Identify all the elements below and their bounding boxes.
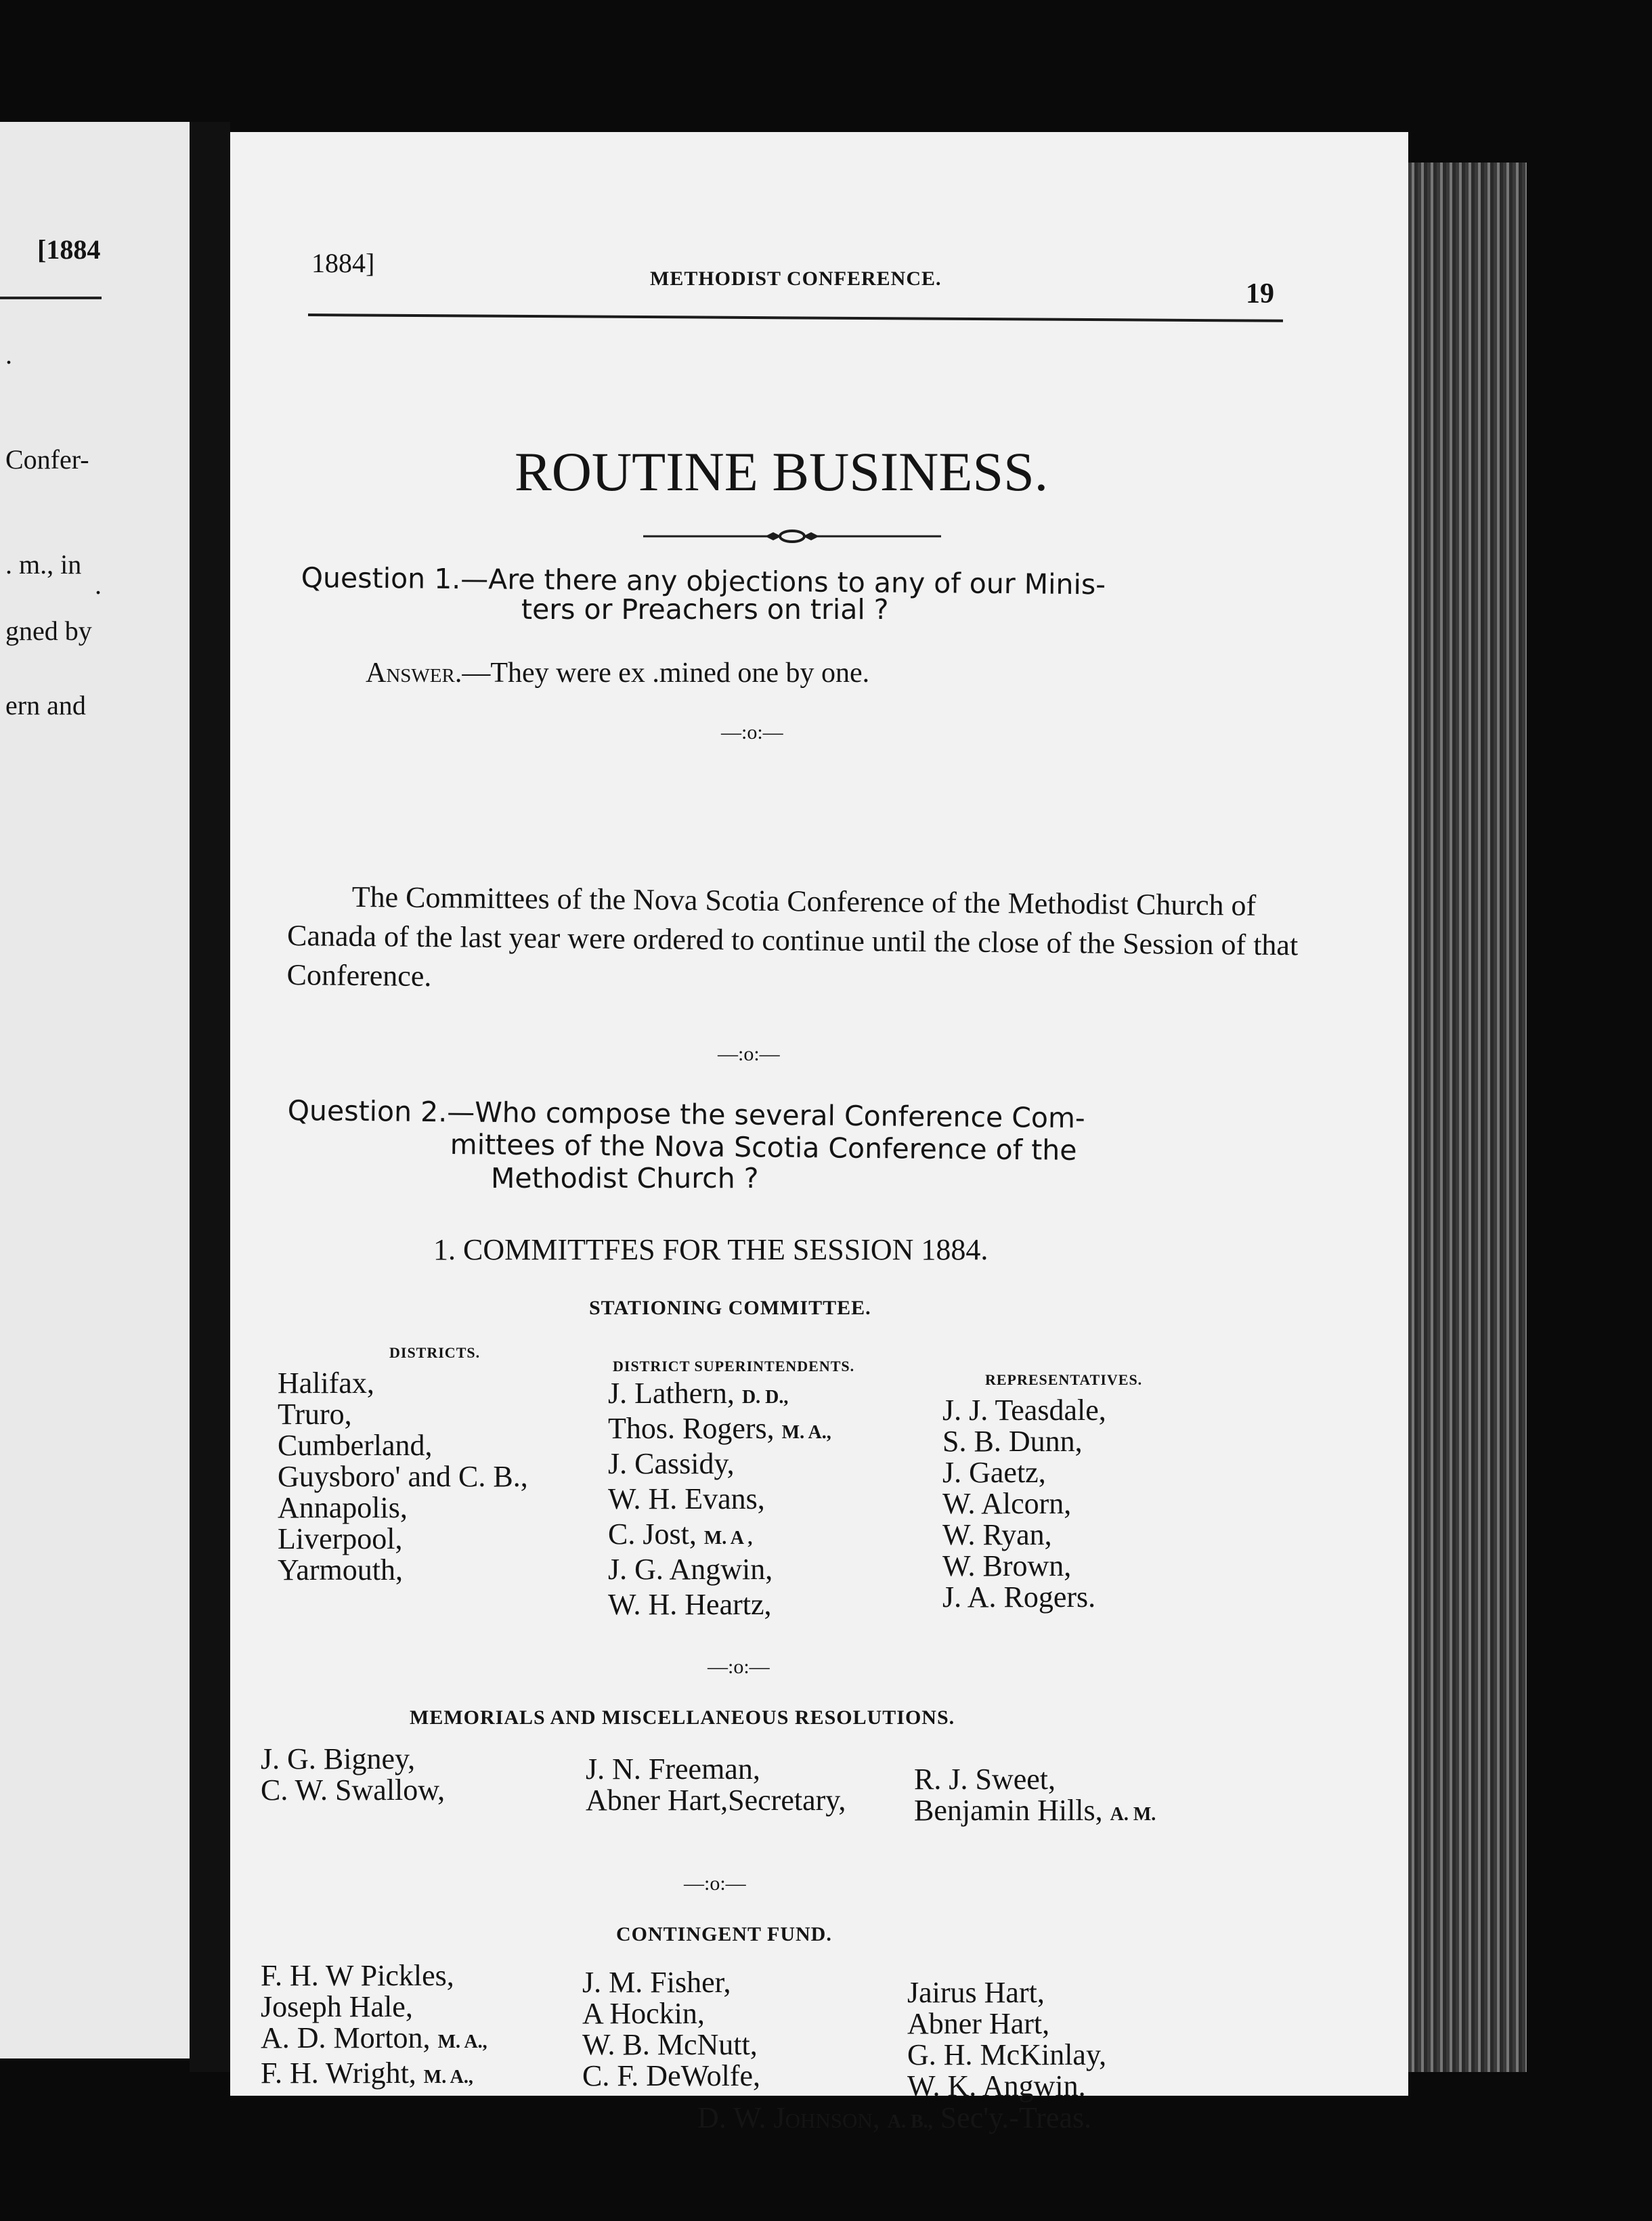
- contingent-member: J. M. Fisher,: [582, 1966, 731, 1999]
- book-gutter: [190, 122, 230, 2072]
- superintendent-item: J. Cassidy,: [608, 1447, 735, 1480]
- district-item: Cumberland,: [278, 1429, 433, 1462]
- secretary-title: Sec'y.-Treas.: [940, 2101, 1092, 2134]
- question-1-line-2: ters or Preachers on trial ?: [521, 593, 889, 626]
- contingent-member: Joseph Hale,: [261, 1990, 413, 2023]
- memorials-member: J. G. Bigney,: [261, 1742, 416, 1775]
- contingent-member: A. D. Morton, M. A.,: [261, 2021, 487, 2054]
- contingent-member: Jairus Hart,: [907, 1976, 1045, 2009]
- contingent-member: F. H. W Pickles,: [261, 1959, 454, 1992]
- memorials-heading: MEMORIALS AND MISCELLANEOUS RESOLUTIONS.: [410, 1706, 955, 1729]
- page-number: 19: [1246, 278, 1274, 309]
- memorials-member: Benjamin Hills, A. M.: [914, 1794, 1156, 1827]
- memorials-member: J. N. Freeman,: [586, 1752, 760, 1786]
- superintendent-item: J. Lathern, D. D.,: [608, 1377, 789, 1410]
- representative-item: S. B. Dunn,: [942, 1425, 1083, 1458]
- secretary-name: D. W. Johnson,: [697, 2101, 880, 2134]
- representatives-list: [942, 1395, 1106, 1613]
- question-2-line-1: Question 2.—Who compose the several Conference Com-: [287, 1094, 1085, 1135]
- contingent-member: G. H. McKinlay,: [907, 2038, 1107, 2071]
- district-item: Halifax,: [278, 1366, 374, 1400]
- districts-list: [278, 1368, 528, 1586]
- page-edge: [1408, 163, 1527, 2072]
- answer-text: —They were ex .mined one by one.: [462, 657, 870, 689]
- memorials-column-1: [261, 1744, 445, 1806]
- district-item: Annapolis,: [278, 1491, 408, 1524]
- left-page-line: . m., in: [5, 549, 82, 580]
- district-item: Truro,: [278, 1398, 352, 1431]
- memorials-member: R. J. Sweet,: [914, 1763, 1056, 1796]
- running-header-title: METHODIST CONFERENCE.: [650, 267, 942, 290]
- left-page-fragment: [0, 122, 190, 2058]
- superintendent-item: W. H. Heartz,: [608, 1588, 772, 1621]
- contingent-fund-heading: CONTINGENT FUND.: [616, 1923, 832, 1945]
- memorials-column-2: [586, 1754, 846, 1816]
- separator: —:o:—: [718, 1043, 780, 1065]
- representative-item: J. A. Rogers.: [942, 1580, 1096, 1614]
- left-page-line: .: [5, 339, 12, 370]
- memorials-member: C. W. Swallow,: [261, 1773, 445, 1807]
- contingent-member: W. B. McNutt,: [582, 2028, 758, 2061]
- separator: —:o:—: [708, 1656, 770, 1678]
- contingent-column-3: [907, 1977, 1106, 2102]
- representative-item: W. Brown,: [942, 1549, 1072, 1582]
- question-1-line-1: Question 1.—Are there any objections to any of our Minis-: [301, 561, 1106, 601]
- left-page-line: Confer-: [5, 444, 89, 475]
- answer-1: [366, 657, 869, 689]
- memorials-member: Abner Hart,Secretary,: [586, 1784, 846, 1817]
- representative-item: J. J. Teasdale,: [942, 1394, 1106, 1427]
- secretary-degree: A. B.,: [887, 2111, 933, 2132]
- left-page-line: .: [95, 569, 102, 600]
- district-item: Liverpool,: [278, 1522, 403, 1555]
- committees-paragraph: [286, 877, 1303, 1004]
- representative-item: W. Ryan,: [942, 1518, 1052, 1551]
- contingent-member: W. K. Angwin.: [907, 2069, 1086, 2103]
- contingent-member: Abner Hart,: [907, 2007, 1050, 2040]
- section-title: ROUTINE BUSINESS.: [515, 441, 1049, 502]
- representative-item: J. Gaetz,: [942, 1456, 1046, 1489]
- stationing-committee-heading: STATIONING COMMITTEE.: [589, 1297, 871, 1319]
- question-2-line-2: mittees of the Nova Scotia Conference of the: [450, 1128, 1077, 1167]
- header-rule: [308, 314, 1283, 322]
- representative-item: W. Alcorn,: [942, 1487, 1072, 1520]
- representatives-column-header: REPRESENTATIVES.: [985, 1371, 1143, 1388]
- contingent-member: F. H. Wright, M. A.,: [261, 2056, 473, 2090]
- superintendent-item: W. H. Evans,: [608, 1482, 765, 1515]
- separator: —:o:—: [684, 1872, 746, 1895]
- answer-label: Answer.: [366, 657, 462, 689]
- superintendent-item: C. Jost, M. A ,: [608, 1517, 753, 1551]
- contingent-member: A Hockin,: [582, 1997, 705, 2030]
- book-page: [230, 132, 1408, 2134]
- contingent-member: C. F. DeWolfe,: [582, 2059, 761, 2092]
- running-header-year: 1884]: [311, 248, 375, 278]
- contingent-column-2: [582, 1967, 760, 2092]
- superintendent-item: J. G. Angwin,: [608, 1553, 773, 1586]
- left-page-header: [1884: [37, 234, 101, 265]
- question-2-line-3: Methodist Church ?: [491, 1162, 759, 1194]
- secretary-treasurer-line: [697, 2103, 1091, 2138]
- left-page-line: gned by: [5, 616, 92, 646]
- left-page-line: ern and: [5, 690, 86, 720]
- separator: —:o:—: [721, 721, 783, 743]
- district-item: Guysboro' and C. B.,: [278, 1460, 528, 1493]
- superintendents-column-header: DISTRICT SUPERINTENDENTS.: [613, 1358, 855, 1375]
- district-item: Yarmouth,: [278, 1553, 404, 1587]
- districts-column-header: DISTRICTS.: [389, 1344, 481, 1361]
- left-page-rule: [0, 297, 102, 299]
- superintendent-item: Thos. Rogers, M. A.,: [608, 1412, 831, 1445]
- contingent-column-1: [261, 1960, 487, 2093]
- paragraph-text: The Committees of the Nova Scotia Conference of the Methodist Church of Canada of the last year were ordered to continue until the close of the Session of that Conference.: [286, 880, 1299, 993]
- ornament-rule-icon: [643, 528, 941, 544]
- memorials-column-3: [914, 1764, 1156, 1830]
- committees-heading: 1. COMMITTFES FOR THE SESSION 1884.: [433, 1233, 988, 1266]
- superintendents-list: [608, 1378, 831, 1624]
